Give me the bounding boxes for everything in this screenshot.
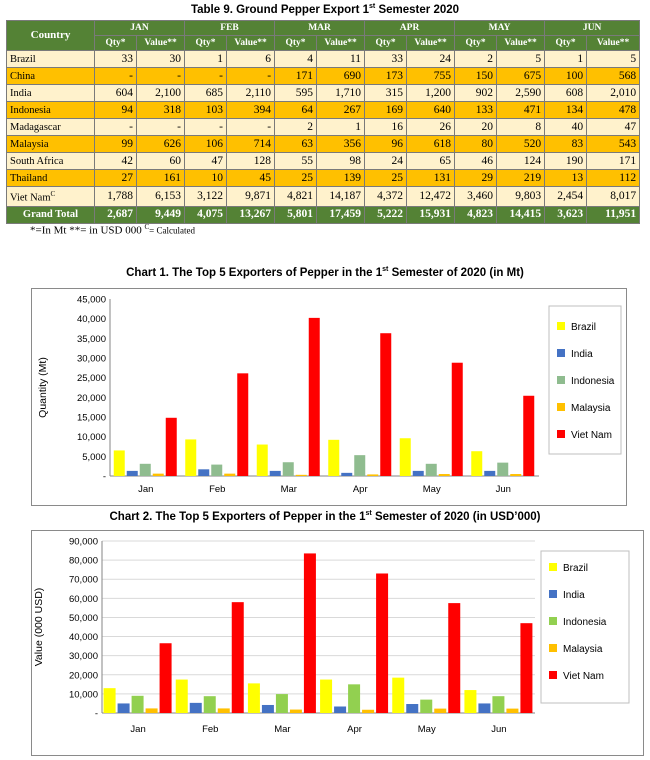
chart1-svg [32, 289, 626, 505]
export-table [6, 20, 640, 224]
table-cell: 80 [455, 136, 497, 153]
table-cell: 1 [317, 119, 365, 136]
bar-viet-nam-mar [309, 318, 320, 476]
bar-india-apr [341, 473, 352, 476]
country-cell: China [7, 68, 95, 85]
bar-malaysia-may [439, 474, 450, 476]
bar-india-apr [334, 707, 346, 713]
table-cell: 169 [365, 102, 407, 119]
y-axis-title: Value (000 USD) [33, 587, 45, 667]
country-cell: India [7, 85, 95, 102]
table-cell: 478 [587, 102, 640, 119]
y-tick-label: 30,000 [76, 353, 106, 365]
total-cell: 17,459 [317, 206, 365, 223]
table-row [7, 68, 640, 85]
qty-value-header-row [7, 36, 640, 51]
table-cell: 4 [275, 51, 317, 68]
total-cell: 13,267 [227, 206, 275, 223]
table-cell: 47 [587, 119, 640, 136]
bar-brazil-mar [248, 683, 260, 713]
bar-brazil-jan [114, 450, 125, 476]
country-cell: Viet Nam$^C$ [7, 187, 95, 207]
table-cell: 471 [497, 102, 545, 119]
bar-malaysia-may [434, 709, 446, 713]
table-cell: 42 [95, 153, 137, 170]
table-cell: 100 [545, 68, 587, 85]
table-row [7, 153, 640, 170]
table-cell: 2,454 [545, 187, 587, 207]
value-header: Value** [587, 36, 640, 51]
legend-swatch [549, 590, 557, 598]
table-cell: 8 [497, 119, 545, 136]
bar-malaysia-apr [362, 710, 374, 713]
table-cell: 26 [407, 119, 455, 136]
bar-brazil-apr [320, 680, 332, 713]
table-title: Table 9. Ground Pepper Export 1st Semester 2020 [190, 3, 460, 16]
bar-indonesia-apr [348, 684, 360, 713]
month-header-row [7, 21, 640, 36]
legend-label: Indonesia [563, 617, 607, 628]
table-cell: 2 [275, 119, 317, 136]
bar-malaysia-feb [218, 708, 230, 713]
bar-viet-nam-may [448, 603, 460, 713]
legend-swatch [549, 671, 557, 679]
table-cell: 2,010 [587, 85, 640, 102]
table-row [7, 119, 640, 136]
table-cell: 13 [545, 170, 587, 187]
table-cell: 83 [545, 136, 587, 153]
table-cell: 173 [365, 68, 407, 85]
legend-label: Viet Nam [571, 430, 612, 441]
table-row [7, 102, 640, 119]
month-header: FEB [185, 21, 275, 36]
month-header: JUN [545, 21, 640, 36]
table-cell: 608 [545, 85, 587, 102]
bar-brazil-mar [257, 445, 268, 476]
table-cell: 902 [455, 85, 497, 102]
country-cell: Brazil [7, 51, 95, 68]
bar-viet-nam-apr [376, 573, 388, 713]
month-header: APR [365, 21, 455, 36]
table-cell: - [227, 119, 275, 136]
table-cell: 171 [275, 68, 317, 85]
table-cell: 3,460 [455, 187, 497, 207]
table-cell: 2 [455, 51, 497, 68]
qty-header: Qty* [275, 36, 317, 51]
bar-malaysia-jan [146, 708, 158, 713]
legend-label: India [571, 349, 593, 360]
bar-viet-nam-feb [232, 602, 244, 713]
table-cell: 5 [497, 51, 545, 68]
country-cell: South Africa [7, 153, 95, 170]
qty-header: Qty* [95, 36, 137, 51]
table-cell: 63 [275, 136, 317, 153]
total-cell: 5,222 [365, 206, 407, 223]
table-cell: 55 [275, 153, 317, 170]
legend-swatch [549, 617, 557, 625]
x-tick-label: Jan [130, 724, 146, 735]
table-cell: 14,187 [317, 187, 365, 207]
table-row [7, 85, 640, 102]
qty-header: Qty* [365, 36, 407, 51]
x-tick-label: Jun [491, 724, 507, 735]
table-cell: 24 [407, 51, 455, 68]
y-tick-label: 25,000 [76, 373, 106, 385]
table-cell: 29 [455, 170, 497, 187]
country-cell: Indonesia [7, 102, 95, 119]
table-cell: 640 [407, 102, 455, 119]
table-cell: 98 [317, 153, 365, 170]
table-cell: 124 [497, 153, 545, 170]
x-tick-label: Feb [202, 724, 219, 735]
table-cell: 267 [317, 102, 365, 119]
table-cell: 5 [587, 51, 640, 68]
table-cell: - [95, 119, 137, 136]
y-tick-label: 40,000 [68, 632, 98, 644]
total-row [7, 206, 640, 223]
y-tick-label: 35,000 [76, 333, 106, 345]
table-cell: 190 [545, 153, 587, 170]
bar-indonesia-apr [354, 455, 365, 476]
value-header: Value** [317, 36, 365, 51]
table-cell: 134 [545, 102, 587, 119]
month-header: MAY [455, 21, 545, 36]
total-cell: 5,801 [275, 206, 317, 223]
legend-label: Brazil [571, 322, 597, 333]
table-cell: 33 [95, 51, 137, 68]
bar-indonesia-feb [211, 465, 222, 476]
table-cell: 40 [545, 119, 587, 136]
y-tick-label: 70,000 [68, 574, 98, 586]
bar-viet-nam-mar [304, 553, 316, 713]
table-cell: 161 [137, 170, 185, 187]
bar-brazil-jun [471, 451, 482, 476]
bar-brazil-jun [464, 690, 476, 713]
x-tick-label: Mar [280, 484, 297, 495]
table-cell: 46 [455, 153, 497, 170]
table-cell: 65 [407, 153, 455, 170]
total-cell: 4,075 [185, 206, 227, 223]
table-cell: 64 [275, 102, 317, 119]
table-cell: 139 [317, 170, 365, 187]
x-tick-label: Mar [274, 724, 291, 735]
y-tick-label: 10,000 [68, 689, 98, 701]
country-header: Country [7, 21, 95, 51]
table-cell: 618 [407, 136, 455, 153]
table-row [7, 187, 640, 207]
x-tick-label: Apr [347, 724, 362, 735]
bar-india-jun [484, 471, 495, 476]
bar-malaysia-feb [224, 474, 235, 476]
total-cell: 11,951 [587, 206, 640, 223]
qty-header: Qty* [455, 36, 497, 51]
table-cell: 24 [365, 153, 407, 170]
y-tick-label: - [94, 708, 98, 720]
bar-indonesia-feb [204, 696, 216, 713]
table-cell: 394 [227, 102, 275, 119]
bar-brazil-may [400, 438, 411, 476]
table-cell: 1,788 [95, 187, 137, 207]
chart2-svg [32, 531, 643, 755]
value-header: Value** [497, 36, 545, 51]
table-cell: 128 [227, 153, 275, 170]
table-cell: 12,472 [407, 187, 455, 207]
legend-label: India [563, 590, 585, 601]
bar-india-may [406, 704, 418, 713]
bar-india-mar [262, 705, 274, 713]
table-cell: - [185, 119, 227, 136]
bar-indonesia-may [420, 700, 432, 713]
y-tick-label: 90,000 [68, 536, 98, 548]
bar-indonesia-jun [497, 463, 508, 476]
table-cell: 60 [137, 153, 185, 170]
table-cell: 356 [317, 136, 365, 153]
table-cell: 25 [275, 170, 317, 187]
bar-viet-nam-jun [520, 623, 532, 713]
table-footnote: *=In Mt **= in USD 000 $^C$= Calculated [30, 223, 195, 237]
legend-swatch [557, 376, 565, 384]
total-cell: 2,687 [95, 206, 137, 223]
qty-header: Qty* [185, 36, 227, 51]
legend-swatch [557, 403, 565, 411]
country-cell: Thailand [7, 170, 95, 187]
table-cell: 25 [365, 170, 407, 187]
bar-brazil-feb [176, 680, 188, 713]
total-cell: 15,931 [407, 206, 455, 223]
table-cell: 568 [587, 68, 640, 85]
table-cell: 8,017 [587, 187, 640, 207]
table-cell: 47 [185, 153, 227, 170]
bar-india-jan [127, 471, 138, 476]
table-cell: 690 [317, 68, 365, 85]
x-tick-label: May [422, 484, 441, 495]
table-cell: 131 [407, 170, 455, 187]
legend-label: Viet Nam [563, 671, 604, 682]
table-cell: - [185, 68, 227, 85]
x-tick-label: Feb [209, 484, 226, 495]
table-cell: - [137, 68, 185, 85]
table-cell: 9,803 [497, 187, 545, 207]
table-cell: 171 [587, 153, 640, 170]
table-cell: 2,110 [227, 85, 275, 102]
table-cell: 4,372 [365, 187, 407, 207]
table-row [7, 51, 640, 68]
table-cell: 150 [455, 68, 497, 85]
table-cell: 133 [455, 102, 497, 119]
total-label: Grand Total [7, 206, 95, 223]
country-cell: Madagascar [7, 119, 95, 136]
table-cell: 318 [137, 102, 185, 119]
table-cell: - [137, 119, 185, 136]
y-axis-title: Quantity (Mt) [37, 357, 49, 418]
value-header: Value** [407, 36, 455, 51]
table-cell: 2,590 [497, 85, 545, 102]
table-cell: 626 [137, 136, 185, 153]
bar-indonesia-jan [132, 696, 144, 713]
country-cell: Malaysia [7, 136, 95, 153]
chart1-title: Chart 1. The Top 5 Exporters of Pepper in the 1st Semester of 2020 (in Mt) [126, 266, 524, 279]
bar-indonesia-mar [276, 694, 288, 713]
legend-label: Indonesia [571, 376, 615, 387]
table-cell: - [95, 68, 137, 85]
y-tick-label: 45,000 [76, 294, 106, 306]
bar-malaysia-jun [506, 709, 518, 713]
bar-brazil-jan [104, 688, 116, 713]
legend-label: Malaysia [563, 644, 603, 655]
legend-swatch [549, 644, 557, 652]
table-cell: 714 [227, 136, 275, 153]
bar-malaysia-jan [153, 474, 164, 476]
bar-viet-nam-jun [523, 396, 534, 476]
bar-india-jun [478, 703, 490, 713]
bar-malaysia-jun [510, 474, 521, 476]
table-cell: 6,153 [137, 187, 185, 207]
table-cell: 755 [407, 68, 455, 85]
y-tick-label: 5,000 [82, 451, 106, 463]
table-cell: 543 [587, 136, 640, 153]
table-cell: 6 [227, 51, 275, 68]
table-cell: 30 [137, 51, 185, 68]
total-cell: 14,415 [497, 206, 545, 223]
y-tick-label: 15,000 [76, 412, 106, 424]
bar-brazil-feb [185, 439, 196, 476]
bar-viet-nam-apr [380, 333, 391, 476]
table-row [7, 170, 640, 187]
bar-viet-nam-may [452, 363, 463, 476]
bar-india-feb [190, 703, 202, 713]
legend-label: Malaysia [571, 403, 611, 414]
y-tick-label: 30,000 [68, 651, 98, 663]
table-cell: 112 [587, 170, 640, 187]
bar-viet-nam-jan [166, 418, 177, 476]
value-header: Value** [227, 36, 275, 51]
bar-indonesia-jun [492, 696, 504, 713]
table-cell: 1,710 [317, 85, 365, 102]
table-body [7, 51, 640, 224]
bar-india-may [413, 471, 424, 476]
y-tick-label: - [102, 471, 106, 483]
table-cell: 106 [185, 136, 227, 153]
bar-malaysia-mar [296, 475, 307, 476]
legend-label: Brazil [563, 563, 589, 574]
bar-indonesia-may [426, 464, 437, 476]
month-header: JAN [95, 21, 185, 36]
y-tick-label: 60,000 [68, 593, 98, 605]
table-cell: 33 [365, 51, 407, 68]
chart2-title: Chart 2. The Top 5 Exporters of Pepper in the 1st Semester of 2020 (in USD’000) [109, 510, 541, 523]
table-row [7, 136, 640, 153]
table-cell: 27 [95, 170, 137, 187]
table-cell: 16 [365, 119, 407, 136]
table-cell: 11 [317, 51, 365, 68]
chart1-area [31, 288, 627, 506]
bar-india-mar [270, 471, 281, 476]
x-tick-label: May [417, 724, 436, 735]
bar-viet-nam-feb [237, 373, 248, 476]
y-tick-label: 50,000 [68, 612, 98, 624]
table-cell: 103 [185, 102, 227, 119]
bar-malaysia-apr [367, 474, 378, 476]
legend-swatch [557, 322, 565, 330]
chart2-area [31, 530, 644, 756]
total-cell: 4,823 [455, 206, 497, 223]
table-cell: 9,871 [227, 187, 275, 207]
bar-brazil-may [392, 678, 404, 713]
qty-header: Qty* [545, 36, 587, 51]
total-cell: 3,623 [545, 206, 587, 223]
bar-malaysia-mar [290, 710, 302, 713]
table-cell: 4,821 [275, 187, 317, 207]
table-cell: 1 [545, 51, 587, 68]
table-cell: 45 [227, 170, 275, 187]
table-cell: 1,200 [407, 85, 455, 102]
table-cell: 604 [95, 85, 137, 102]
table-cell: 94 [95, 102, 137, 119]
table-cell: 315 [365, 85, 407, 102]
x-tick-label: Jan [138, 484, 154, 495]
table-cell: 20 [455, 119, 497, 136]
bar-viet-nam-jan [160, 643, 172, 713]
y-tick-label: 20,000 [76, 392, 106, 404]
table-cell: 3,122 [185, 187, 227, 207]
y-tick-label: 20,000 [68, 670, 98, 682]
y-tick-label: 40,000 [76, 314, 106, 326]
bar-indonesia-jan [140, 464, 151, 476]
value-header: Value** [137, 36, 185, 51]
table-cell: 685 [185, 85, 227, 102]
table-cell: - [227, 68, 275, 85]
legend-swatch [557, 349, 565, 357]
table-cell: 520 [497, 136, 545, 153]
table-cell: 219 [497, 170, 545, 187]
x-tick-label: Apr [352, 484, 368, 495]
legend-swatch [549, 563, 557, 571]
bar-india-feb [198, 469, 209, 476]
bar-brazil-apr [328, 440, 339, 476]
x-tick-label: Jun [495, 484, 511, 495]
table-cell: 99 [95, 136, 137, 153]
table-cell: 595 [275, 85, 317, 102]
bar-indonesia-mar [283, 462, 294, 476]
table-cell: 10 [185, 170, 227, 187]
month-header: MAR [275, 21, 365, 36]
table-cell: 2,100 [137, 85, 185, 102]
y-tick-label: 80,000 [68, 555, 98, 567]
total-cell: 9,449 [137, 206, 185, 223]
table-cell: 1 [185, 51, 227, 68]
table-cell: 96 [365, 136, 407, 153]
legend-swatch [557, 430, 565, 438]
bar-india-jan [118, 703, 130, 713]
table-cell: 675 [497, 68, 545, 85]
y-tick-label: 10,000 [76, 432, 106, 444]
